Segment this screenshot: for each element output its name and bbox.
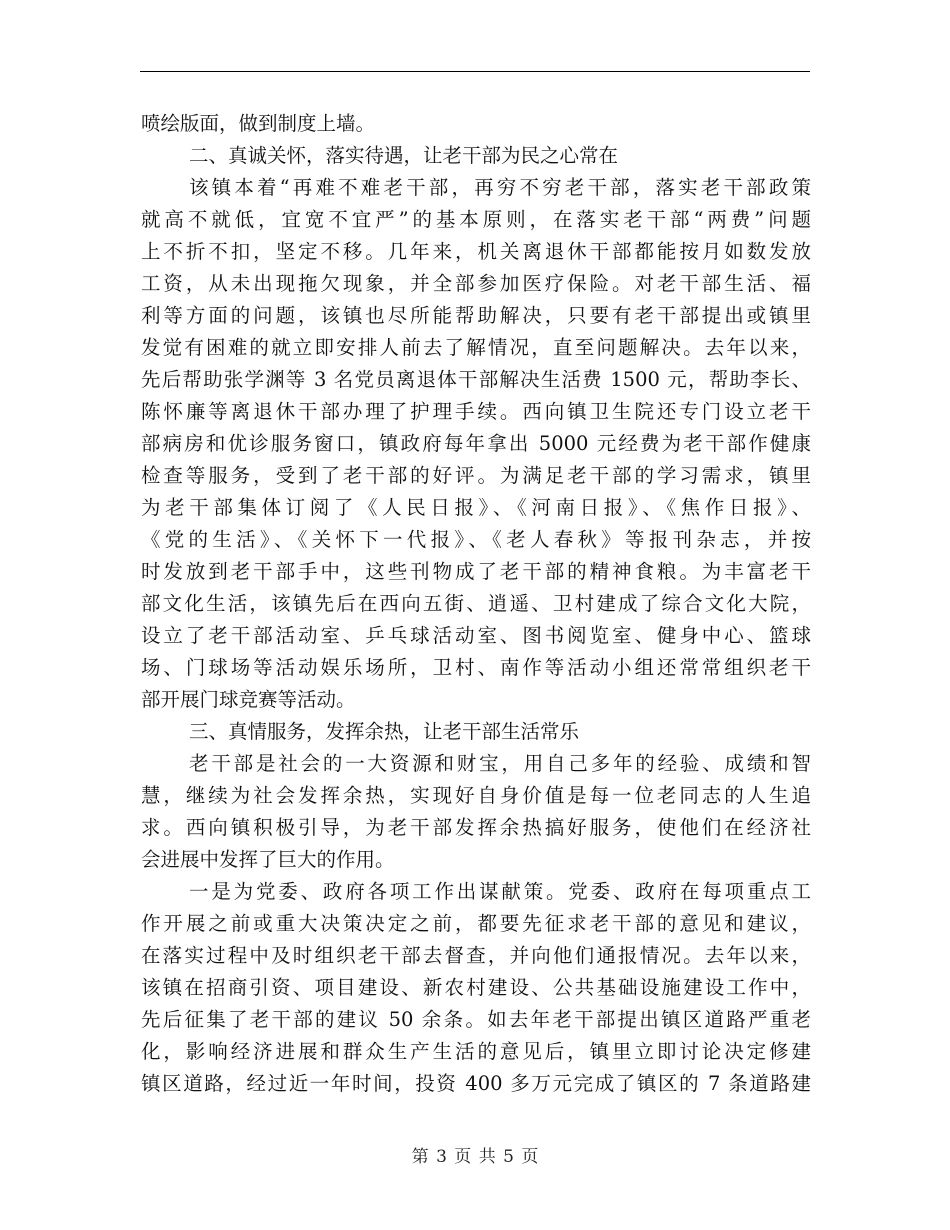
page-number-footer: 第 3 页 共 5 页	[411, 1147, 539, 1167]
text-line: 部开展门球竞赛等活动。	[141, 688, 356, 711]
text-line: 求。西向镇积极引导，为老干部发挥余热搞好服务，使他们在经济社	[141, 816, 811, 839]
text-line: 化，影响经济进展和群众生产生活的意见后，镇里立即讨论决定修建	[141, 1040, 811, 1063]
text-line: 一是为党委、政府各项工作出谋献策。党委、政府在每项重点工	[189, 880, 811, 903]
text-line: 工资，从未出现拖欠现象，并全部参加医疗保险。对老干部生活、福	[141, 272, 811, 295]
text-line: 就高不就低，宜宽不宜严”的基本原则，在落实老干部“两费”问题	[141, 208, 811, 231]
text-line: 为老干部集体订阅了《人民日报》、《河南日报》、《焦作日报》、	[141, 496, 811, 519]
text-line: 上不折不扣，坚定不移。几年来，机关离退休干部都能按月如数发放	[141, 240, 811, 263]
text-line: 发觉有困难的就立即安排人前去了解情况，直至问题解决。去年以来，	[141, 336, 811, 359]
text-line: 检查等服务，受到了老干部的好评。为满足老干部的学习需求，镇里	[141, 464, 811, 487]
text-line: 部文化生活，该镇先后在西向五街、逍遥、卫村建成了综合文化大院，	[141, 592, 811, 615]
text-line: 利等方面的问题，该镇也尽所能帮助解决，只要有老干部提出或镇里	[141, 304, 811, 327]
text-line: 慧，继续为社会发挥余热，实现好自身价值是每一位老同志的人生追	[141, 784, 811, 807]
text-line: 时发放到老干部手中，这些刊物成了老干部的精神食粮。为丰富老干	[141, 560, 811, 583]
text-line: 设立了老干部活动室、乒乓球活动室、图书阅览室、健身中心、篮球	[141, 624, 811, 647]
text-line: 该镇在招商引资、项目建设、新农村建设、公共基础设施建设工作中，	[141, 976, 811, 999]
text-line: 二、真诚关怀，落实待遇，让老干部为民之心常在	[189, 144, 619, 167]
text-line: 该镇本着“再难不难老干部，再穷不穷老干部，落实老干部政策	[189, 176, 811, 199]
text-line: 在落实过程中及时组织老干部去督查，并向他们通报情况。去年以来，	[141, 944, 811, 967]
document-body	[141, 108, 811, 1100]
text-line: 喷绘版面，做到制度上墙。	[141, 112, 376, 135]
text-line: 镇区道路，经过近一年时间，投资 400 多万元完成了镇区的 7 条道路建	[141, 1072, 811, 1095]
text-line: 三、真情服务，发挥余热，让老干部生活常乐	[189, 720, 580, 743]
text-line: 老干部是社会的一大资源和财宝，用自己多年的经验、成绩和智	[189, 752, 811, 775]
text-line: 部病房和优诊服务窗口，镇政府每年拿出 5000 元经费为老干部作健康	[141, 432, 811, 455]
text-line: 会进展中发挥了巨大的作用。	[141, 848, 395, 871]
text-line: 先后征集了老干部的建议 50 余条。如去年老干部提出镇区道路严重老	[141, 1008, 811, 1031]
text-line: 陈怀廉等离退休干部办理了护理手续。西向镇卫生院还专门设立老干	[141, 400, 811, 423]
text-line: 场、门球场等活动娱乐场所，卫村、南作等活动小组还常常组织老干	[141, 656, 811, 679]
text-line: 《党的生活》、《关怀下一代报》、《老人春秋》等报刊杂志，并按	[141, 528, 811, 551]
text-line: 先后帮助张学渊等 3 名党员离退体干部解决生活费 1500 元，帮助李长、	[141, 368, 811, 391]
text-line: 作开展之前或重大决策决定之前，都要先征求老干部的意见和建议，	[141, 912, 811, 935]
header-rule	[140, 71, 810, 72]
